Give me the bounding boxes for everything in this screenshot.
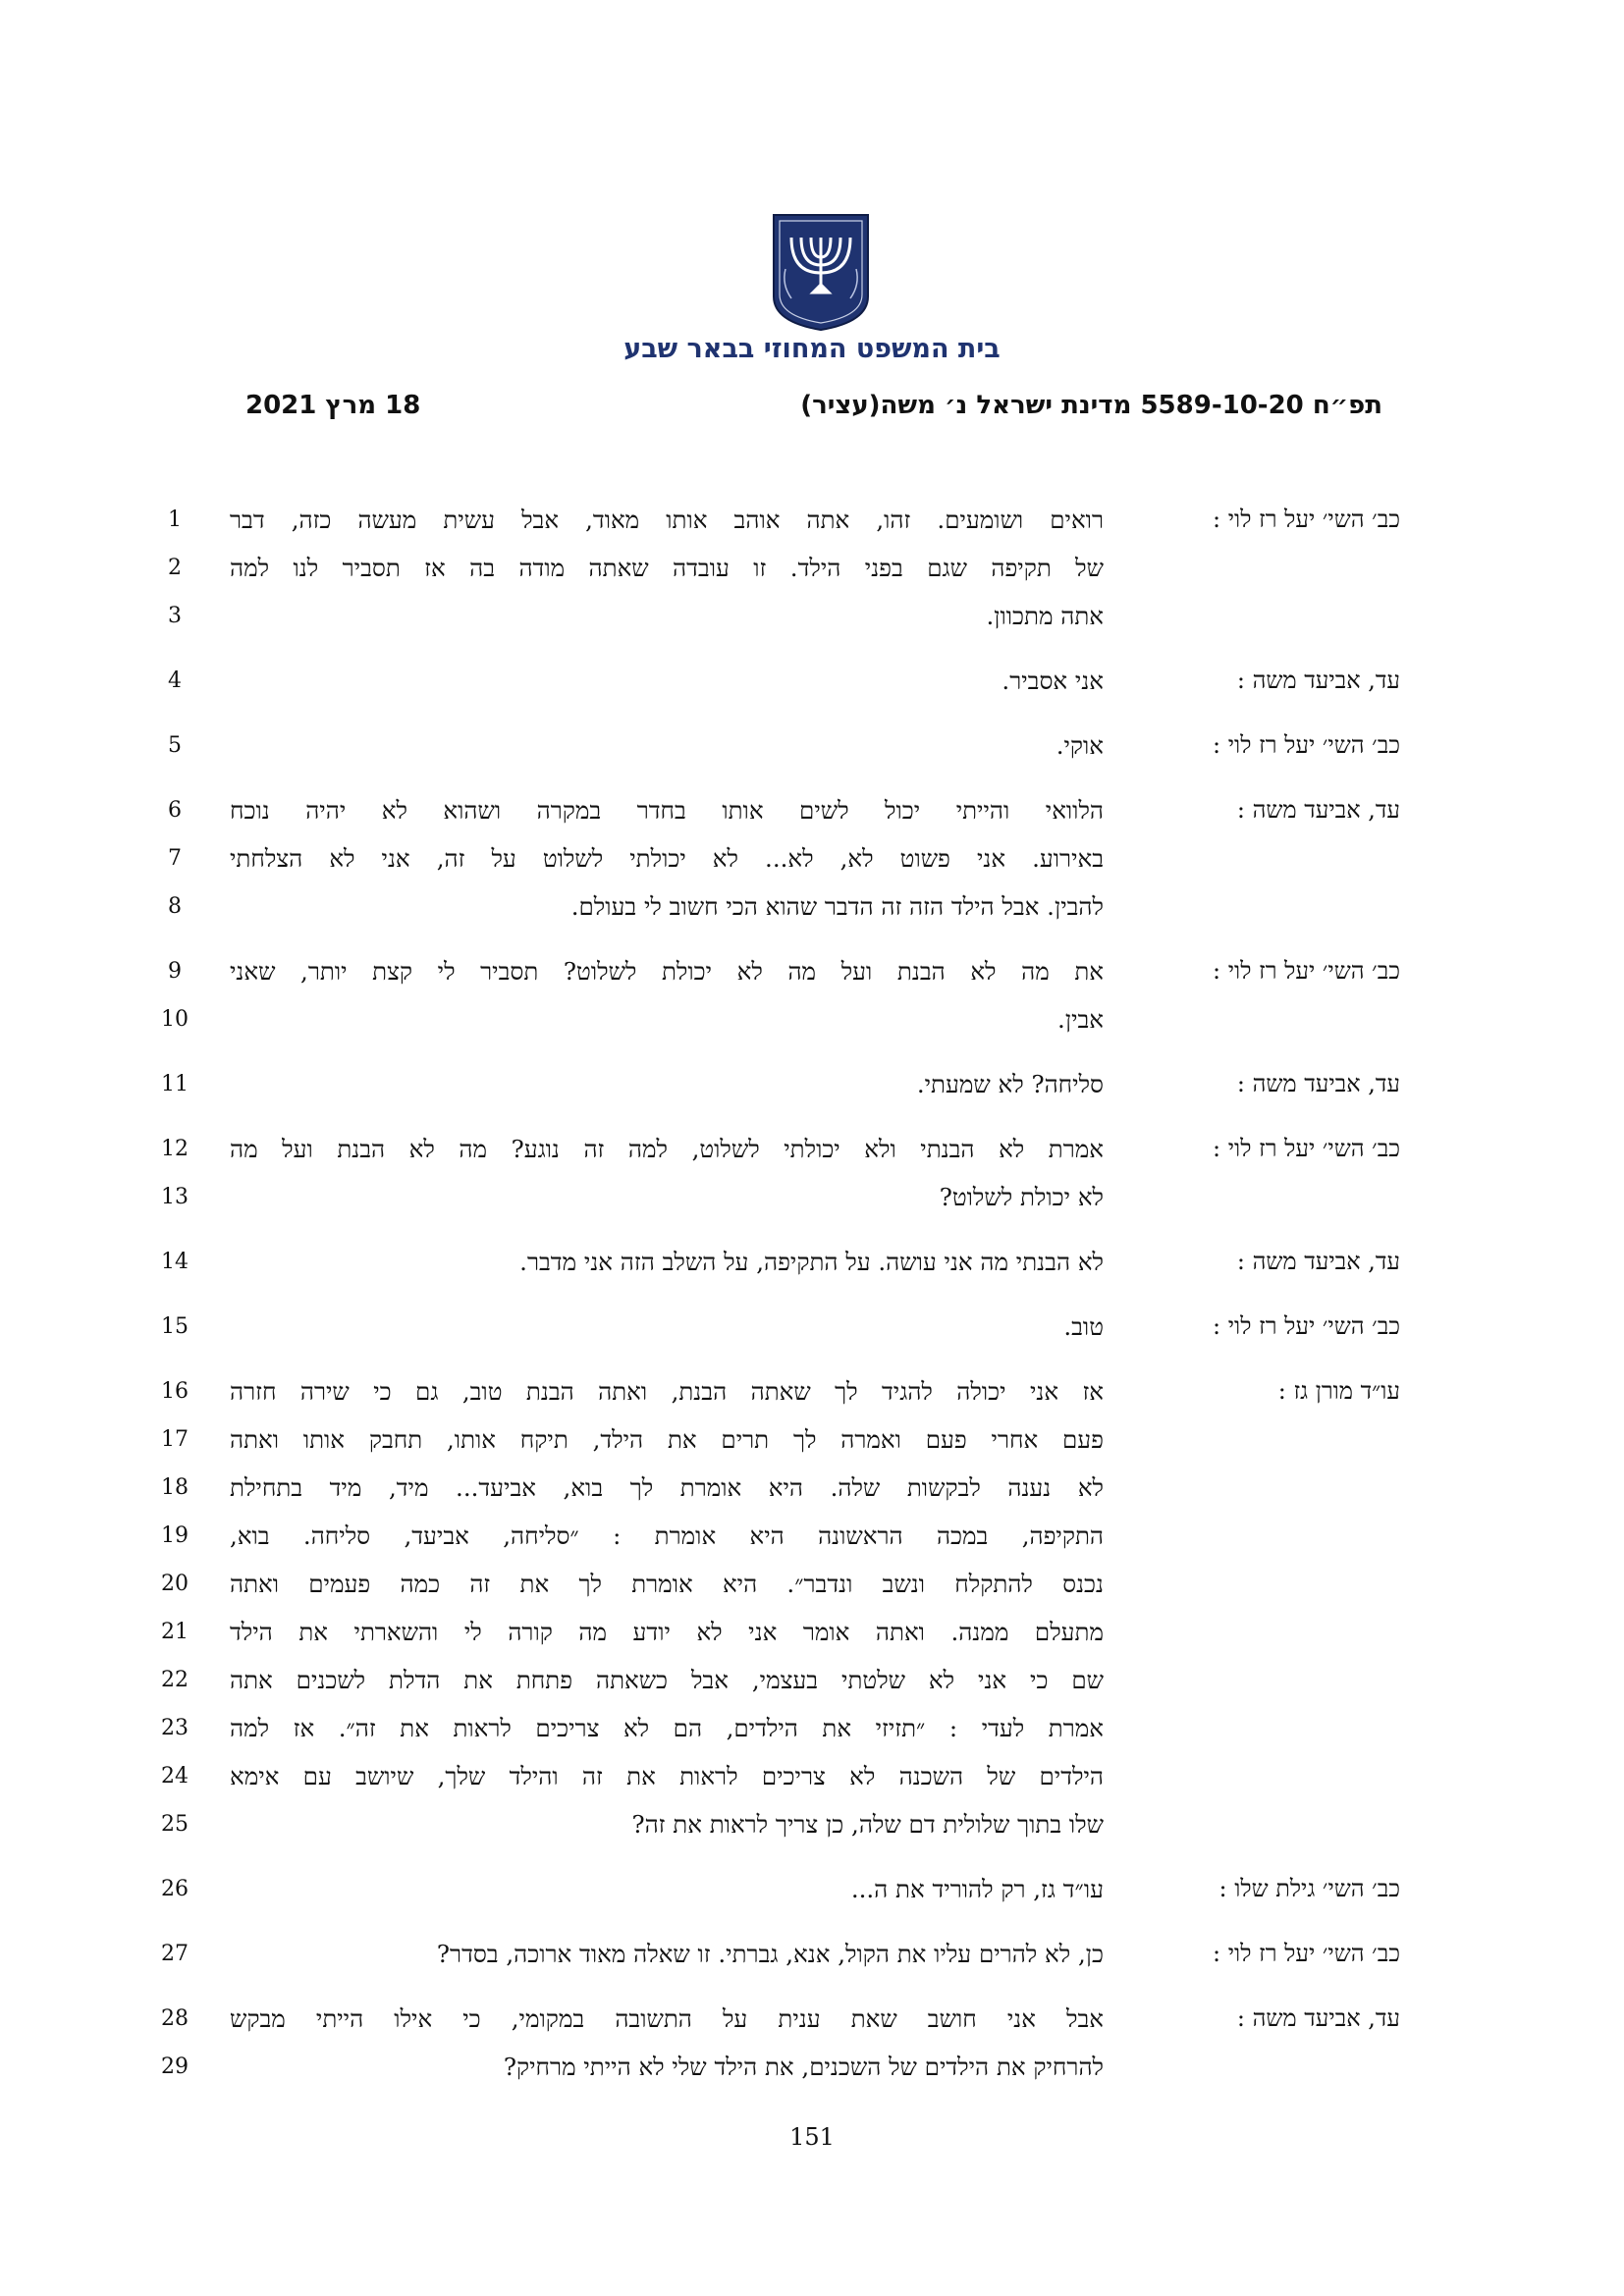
utterance-line: אמרת לא הבנתי ולא יכולתי לשלוט, למה זה נוגע? מה לא הבנת ועל מה: [230, 1135, 1104, 1163]
line-number: 29: [161, 2055, 189, 2079]
line-number: 4: [168, 668, 182, 693]
utterance-line: התקיפה, במכה הראשונה היא אומרת : ״סליחה, אביעד, סליחה. בוא,: [230, 1522, 1104, 1550]
transcript: [0, 496, 1624, 2108]
utterance: [230, 1995, 1104, 2091]
line-number: 12: [161, 1137, 189, 1161]
utterance: [230, 1125, 1104, 1221]
line-number: 8: [168, 894, 182, 919]
utterance-line: הילדים של השכנה לא צריכים לראות את זה והילד שלך, שיושב עם אימא: [230, 1762, 1104, 1790]
utterance-line: סליחה? לא שמעתי.: [916, 1070, 1104, 1098]
transcript-entry: [0, 657, 1624, 705]
utterance-line: אבל אני חושב שאת ענית על התשובה במקומי, כי אילו הייתי מבקש: [230, 2004, 1104, 2033]
hearing-date: 18 מרץ 2021: [245, 391, 421, 420]
speaker-name: עד, אביעד משה :: [1236, 796, 1400, 824]
line-number: 2: [168, 556, 182, 580]
utterance: [230, 1238, 1104, 1286]
line-number: 14: [161, 1250, 189, 1274]
transcript-entry: [0, 947, 1624, 1043]
utterance-line: להבין. אבל הילד הזה זה הדבר שהוא הכי חשוב לי בעולם.: [570, 892, 1104, 921]
line-number: 5: [168, 733, 182, 758]
utterance-line: טוב.: [1063, 1312, 1104, 1341]
speaker-name: עד, אביעד משה :: [1236, 2004, 1400, 2032]
speaker-name: עד, אביעד משה :: [1236, 667, 1400, 694]
speaker-name: כב׳ השי׳ יעל רז לוי :: [1213, 731, 1400, 759]
utterance: [230, 1865, 1104, 1913]
line-number: 9: [168, 959, 182, 984]
transcript-entry: [0, 1238, 1624, 1286]
transcript-entry: [0, 1060, 1624, 1108]
transcript-entry: [0, 1303, 1624, 1351]
transcript-entry: [0, 496, 1624, 640]
line-number: 17: [161, 1427, 189, 1452]
page-number: 151: [789, 2123, 835, 2151]
utterance-line: אמרת לעדי : ״תזיזי את הילדים, הם לא צריכים לראות את זה״. אז למה: [230, 1714, 1104, 1742]
speaker-name: עד, אביעד משה :: [1236, 1070, 1400, 1097]
utterance: [230, 947, 1104, 1043]
line-number: 20: [161, 1572, 189, 1596]
line-number: 16: [161, 1379, 189, 1404]
utterance-line: לא הבנתי מה אני עושה. על התקיפה, על השלב הזה אני מדבר.: [519, 1248, 1104, 1276]
utterance-line: נכנס להתקלח ונשב ונדבר״. היא אומרת לך את זה כמה פעמים ואתה: [230, 1570, 1104, 1598]
utterance: [230, 721, 1104, 770]
line-number: 15: [161, 1314, 189, 1339]
utterance-line: אתה מתכוון.: [986, 602, 1104, 630]
utterance-line: כן, לא להרים עליו את הקול, אנא, גברתי. זו שאלה מאוד ארוכה, בסדר?: [436, 1940, 1104, 1968]
transcript-entry: [0, 1995, 1624, 2091]
speaker-name: עד, אביעד משה :: [1236, 1248, 1400, 1275]
utterance-line: אוקי.: [1056, 731, 1104, 760]
transcript-entry: [0, 1930, 1624, 1978]
utterance-line: שלו בתוך שלולית דם שלה, כן צריך לראות את זה?: [631, 1810, 1104, 1839]
utterance: [230, 1060, 1104, 1108]
speaker-name: כב׳ השי׳ יעל רז לוי :: [1213, 1312, 1400, 1340]
utterance-line: רואים ושומעים. זהו, אתה אוהב אותו מאוד, אבל עשית מעשה כזה, דבר: [230, 506, 1104, 534]
utterance-line: פעם אחרי פעם ואמרה לך תרים את הילד, תיקח אותו, תחבק אותו ואתה: [230, 1425, 1104, 1454]
transcript-entry: [0, 1865, 1624, 1913]
speaker-name: כב׳ השי׳ יעל רז לוי :: [1213, 1940, 1400, 1967]
line-number: 24: [161, 1764, 189, 1789]
line-number: 18: [161, 1475, 189, 1500]
utterance-line: הלוואי והייתי יכול לשים אותו בחדר במקרה ושהוא לא יהיה נוכח: [230, 796, 1104, 825]
line-number: 23: [161, 1716, 189, 1740]
line-number: 25: [161, 1812, 189, 1837]
speaker-name: כב׳ השי׳ גילת שלו :: [1218, 1875, 1400, 1902]
utterance-line: להרחיק את הילדים של השכנים, את הילד שלי לא הייתי מרחיק?: [503, 2053, 1104, 2081]
utterance-line: של תקיפה שגם בפני הילד. זו עובדה שאתה מודה בה אז תסביר לנו למה: [230, 554, 1104, 582]
transcript-entry: [0, 1367, 1624, 1848]
line-number: 11: [161, 1072, 189, 1096]
utterance-line: את מה לא הבנת ועל מה לא יכולת לשלוט? תסביר לי קצת יותר, שאני: [230, 957, 1104, 986]
state-emblem: [770, 212, 872, 332]
utterance: [230, 496, 1104, 640]
line-number: 19: [161, 1523, 189, 1548]
utterance: [230, 657, 1104, 705]
utterance-line: באירוע. אני פשוט לא, לא... לא יכולתי לשלוט על זה, אני לא הצלחתי: [230, 844, 1104, 873]
line-number: 28: [161, 2006, 189, 2031]
utterance-line: מתעלם ממנה. ואתה אומר אני לא יודע מה קורה לי והשארתי את הילד: [230, 1618, 1104, 1646]
court-name: בית המשפט המחוזי בבאר שבע: [623, 334, 1001, 364]
case-title: תפ״ח 5589-10-20 מדינת ישראל נ׳ משה(עציר): [800, 391, 1382, 420]
utterance: [230, 1303, 1104, 1351]
line-number: 10: [161, 1007, 189, 1032]
speaker-name: כב׳ השי׳ יעל רז לוי :: [1213, 957, 1400, 985]
utterance: [230, 1367, 1104, 1848]
speaker-name: עו״ד מורן גז :: [1277, 1377, 1400, 1405]
utterance-line: לא נענה לבקשות שלה. היא אומרת לך בוא, אביעד... מיד, מיד בתחילת: [230, 1473, 1104, 1502]
line-number: 22: [161, 1668, 189, 1692]
utterance-line: שם כי אני לא שלטתי בעצמי, אבל כשאתה פתחת את הדלת לשכנים אתה: [230, 1666, 1104, 1694]
utterance-line: עו״ד גז, רק להוריד את ה...: [850, 1875, 1104, 1903]
transcript-entry: [0, 721, 1624, 770]
line-number: 3: [168, 604, 182, 628]
line-number: 26: [161, 1877, 189, 1901]
utterance-line: אז אני יכולה להגיד לך שאתה הבנת, ואתה הבנת טוב, גם כי שירה חזרה: [230, 1377, 1104, 1406]
line-number: 27: [161, 1942, 189, 1966]
transcript-entry: [0, 786, 1624, 931]
utterance: [230, 786, 1104, 931]
line-number: 7: [168, 846, 182, 871]
line-number: 1: [168, 507, 182, 532]
speaker-name: כב׳ השי׳ יעל רז לוי :: [1213, 1135, 1400, 1162]
transcript-entry: [0, 1125, 1624, 1221]
line-number: 6: [168, 798, 182, 823]
line-number: 13: [161, 1185, 189, 1209]
line-number: 21: [161, 1620, 189, 1644]
utterance-line: לא יכולת לשלוט?: [939, 1183, 1104, 1211]
utterance-line: אני אסביר.: [1001, 667, 1104, 695]
utterance-line: אבין.: [1057, 1005, 1104, 1034]
menorah-emblem-icon: [770, 212, 872, 332]
utterance: [230, 1930, 1104, 1978]
speaker-name: כב׳ השי׳ יעל רז לוי :: [1213, 506, 1400, 533]
